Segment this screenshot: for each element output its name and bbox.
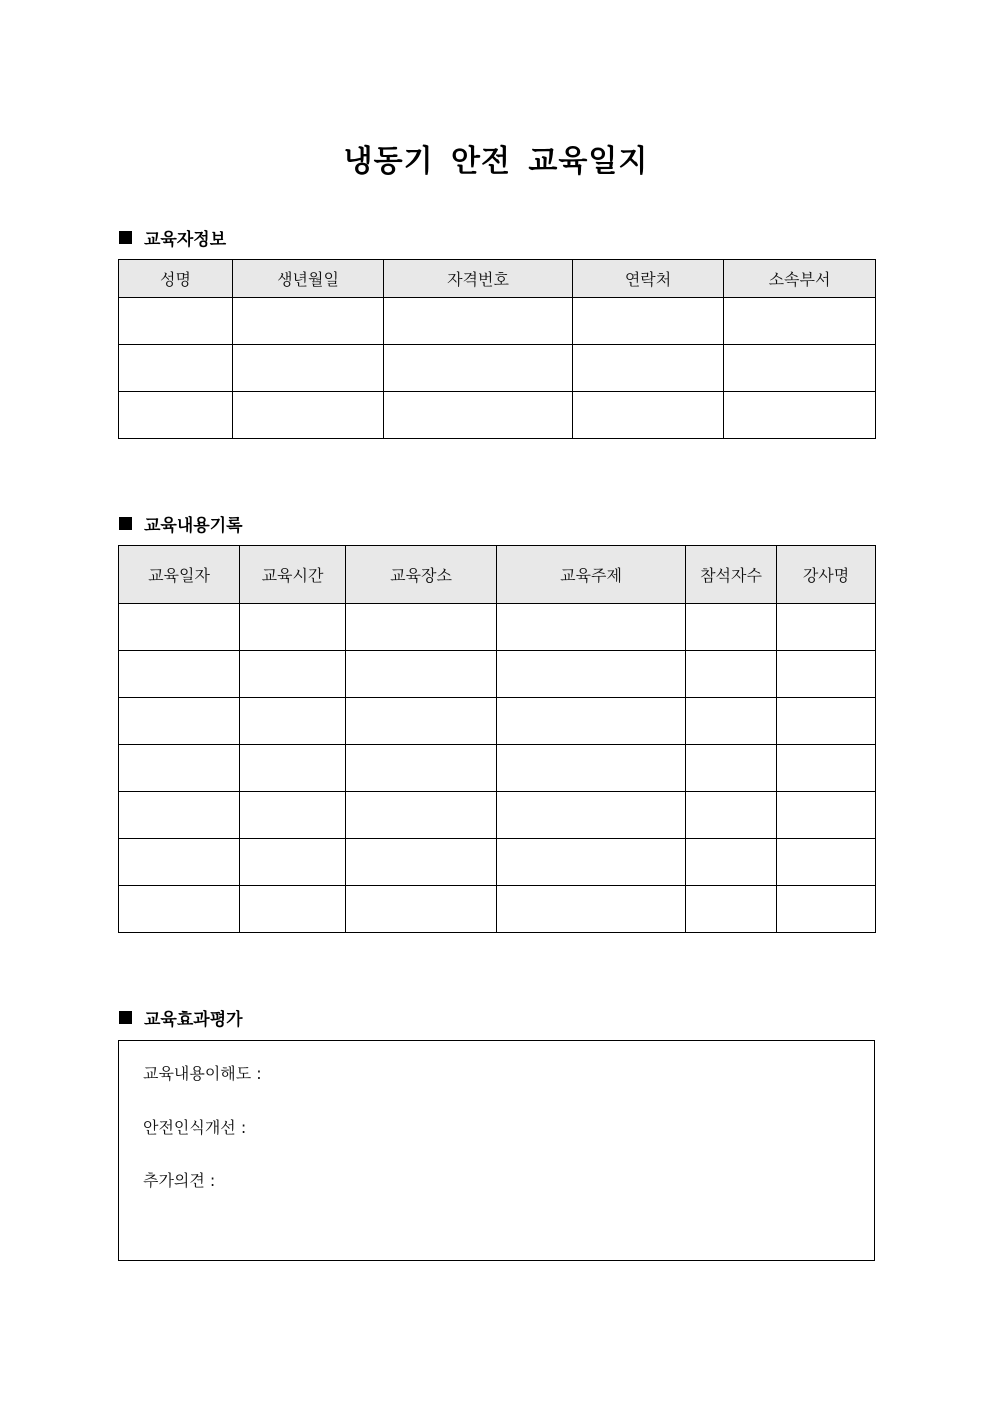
column-header-date: 교육일자 bbox=[119, 546, 240, 604]
table-cell[interactable] bbox=[384, 298, 573, 345]
section-heading-content-record bbox=[119, 511, 243, 536]
table-cell[interactable] bbox=[384, 392, 573, 439]
table-cell[interactable] bbox=[119, 298, 233, 345]
section-heading-label: 교육자정보 bbox=[144, 230, 227, 250]
section-heading-label: 교육효과평가 bbox=[144, 1010, 243, 1030]
table-cell[interactable] bbox=[233, 298, 384, 345]
table-cell[interactable] bbox=[240, 698, 346, 745]
table-row bbox=[119, 345, 876, 392]
evaluation-field-comprehension: 교육내용이해도 : bbox=[143, 1064, 262, 1083]
table-row bbox=[119, 745, 876, 792]
square-bullet-icon bbox=[119, 1011, 132, 1024]
table-cell[interactable] bbox=[777, 886, 876, 933]
table-cell[interactable] bbox=[119, 392, 233, 439]
table-cell[interactable] bbox=[346, 604, 497, 651]
table-cell[interactable] bbox=[497, 792, 686, 839]
table-cell[interactable] bbox=[119, 604, 240, 651]
column-header-contact: 연락처 bbox=[573, 260, 724, 298]
table-cell[interactable] bbox=[119, 839, 240, 886]
table-cell[interactable] bbox=[777, 604, 876, 651]
table-cell[interactable] bbox=[346, 651, 497, 698]
table-cell[interactable] bbox=[346, 698, 497, 745]
table-cell[interactable] bbox=[346, 886, 497, 933]
table-cell[interactable] bbox=[724, 345, 876, 392]
table-cell[interactable] bbox=[573, 392, 724, 439]
table-cell[interactable] bbox=[497, 651, 686, 698]
table-cell[interactable] bbox=[119, 886, 240, 933]
content-record-table bbox=[118, 545, 876, 933]
table-cell[interactable] bbox=[497, 886, 686, 933]
page-title: 냉동기 안전 교육일지 bbox=[343, 144, 649, 179]
table-cell[interactable] bbox=[724, 298, 876, 345]
table-cell[interactable] bbox=[240, 745, 346, 792]
section-heading-trainee-info bbox=[119, 225, 226, 250]
table-cell[interactable] bbox=[346, 839, 497, 886]
table-header-row bbox=[119, 260, 876, 298]
table-cell[interactable] bbox=[233, 345, 384, 392]
table-cell[interactable] bbox=[497, 604, 686, 651]
table-row bbox=[119, 792, 876, 839]
column-header-topic: 교육주제 bbox=[497, 546, 686, 604]
table-row bbox=[119, 839, 876, 886]
table-cell[interactable] bbox=[384, 345, 573, 392]
table-header-row bbox=[119, 546, 876, 604]
table-cell[interactable] bbox=[686, 792, 777, 839]
table-cell[interactable] bbox=[346, 745, 497, 792]
table-cell[interactable] bbox=[240, 651, 346, 698]
table-cell[interactable] bbox=[119, 698, 240, 745]
table-cell[interactable] bbox=[724, 392, 876, 439]
table-cell[interactable] bbox=[497, 698, 686, 745]
section-heading-label: 교육내용기록 bbox=[144, 516, 243, 536]
table-cell[interactable] bbox=[686, 745, 777, 792]
table-cell[interactable] bbox=[119, 745, 240, 792]
trainee-info-table bbox=[118, 259, 876, 439]
table-row bbox=[119, 604, 876, 651]
table-cell[interactable] bbox=[777, 792, 876, 839]
column-header-instructor: 강사명 bbox=[777, 546, 876, 604]
square-bullet-icon bbox=[119, 517, 132, 530]
table-cell[interactable] bbox=[686, 651, 777, 698]
table-cell[interactable] bbox=[777, 745, 876, 792]
table-cell[interactable] bbox=[686, 886, 777, 933]
table-cell[interactable] bbox=[777, 651, 876, 698]
table-row bbox=[119, 698, 876, 745]
table-cell[interactable] bbox=[240, 886, 346, 933]
column-header-license-number: 자격번호 bbox=[384, 260, 573, 298]
table-cell[interactable] bbox=[346, 792, 497, 839]
evaluation-field-additional-comments: 추가의견 : bbox=[143, 1171, 216, 1190]
table-cell[interactable] bbox=[240, 839, 346, 886]
section-heading-evaluation bbox=[119, 1005, 243, 1030]
table-row bbox=[119, 651, 876, 698]
table-cell[interactable] bbox=[573, 298, 724, 345]
table-row bbox=[119, 298, 876, 345]
evaluation-box[interactable] bbox=[118, 1040, 875, 1261]
column-header-name: 성명 bbox=[119, 260, 233, 298]
square-bullet-icon bbox=[119, 231, 132, 244]
table-cell[interactable] bbox=[777, 698, 876, 745]
table-cell[interactable] bbox=[119, 792, 240, 839]
column-header-location: 교육장소 bbox=[346, 546, 497, 604]
column-header-time: 교육시간 bbox=[240, 546, 346, 604]
table-cell[interactable] bbox=[497, 839, 686, 886]
table-cell[interactable] bbox=[233, 392, 384, 439]
table-cell[interactable] bbox=[573, 345, 724, 392]
table-cell[interactable] bbox=[497, 745, 686, 792]
table-row bbox=[119, 886, 876, 933]
table-cell[interactable] bbox=[240, 792, 346, 839]
table-cell[interactable] bbox=[686, 698, 777, 745]
column-header-department: 소속부서 bbox=[724, 260, 876, 298]
table-cell[interactable] bbox=[686, 839, 777, 886]
table-cell[interactable] bbox=[686, 604, 777, 651]
column-header-birthdate: 생년월일 bbox=[233, 260, 384, 298]
table-row bbox=[119, 392, 876, 439]
table-cell[interactable] bbox=[777, 839, 876, 886]
evaluation-field-safety-awareness: 안전인식개선 : bbox=[143, 1118, 247, 1137]
table-cell[interactable] bbox=[240, 604, 346, 651]
table-cell[interactable] bbox=[119, 345, 233, 392]
table-cell[interactable] bbox=[119, 651, 240, 698]
column-header-attendees: 참석자수 bbox=[686, 546, 777, 604]
